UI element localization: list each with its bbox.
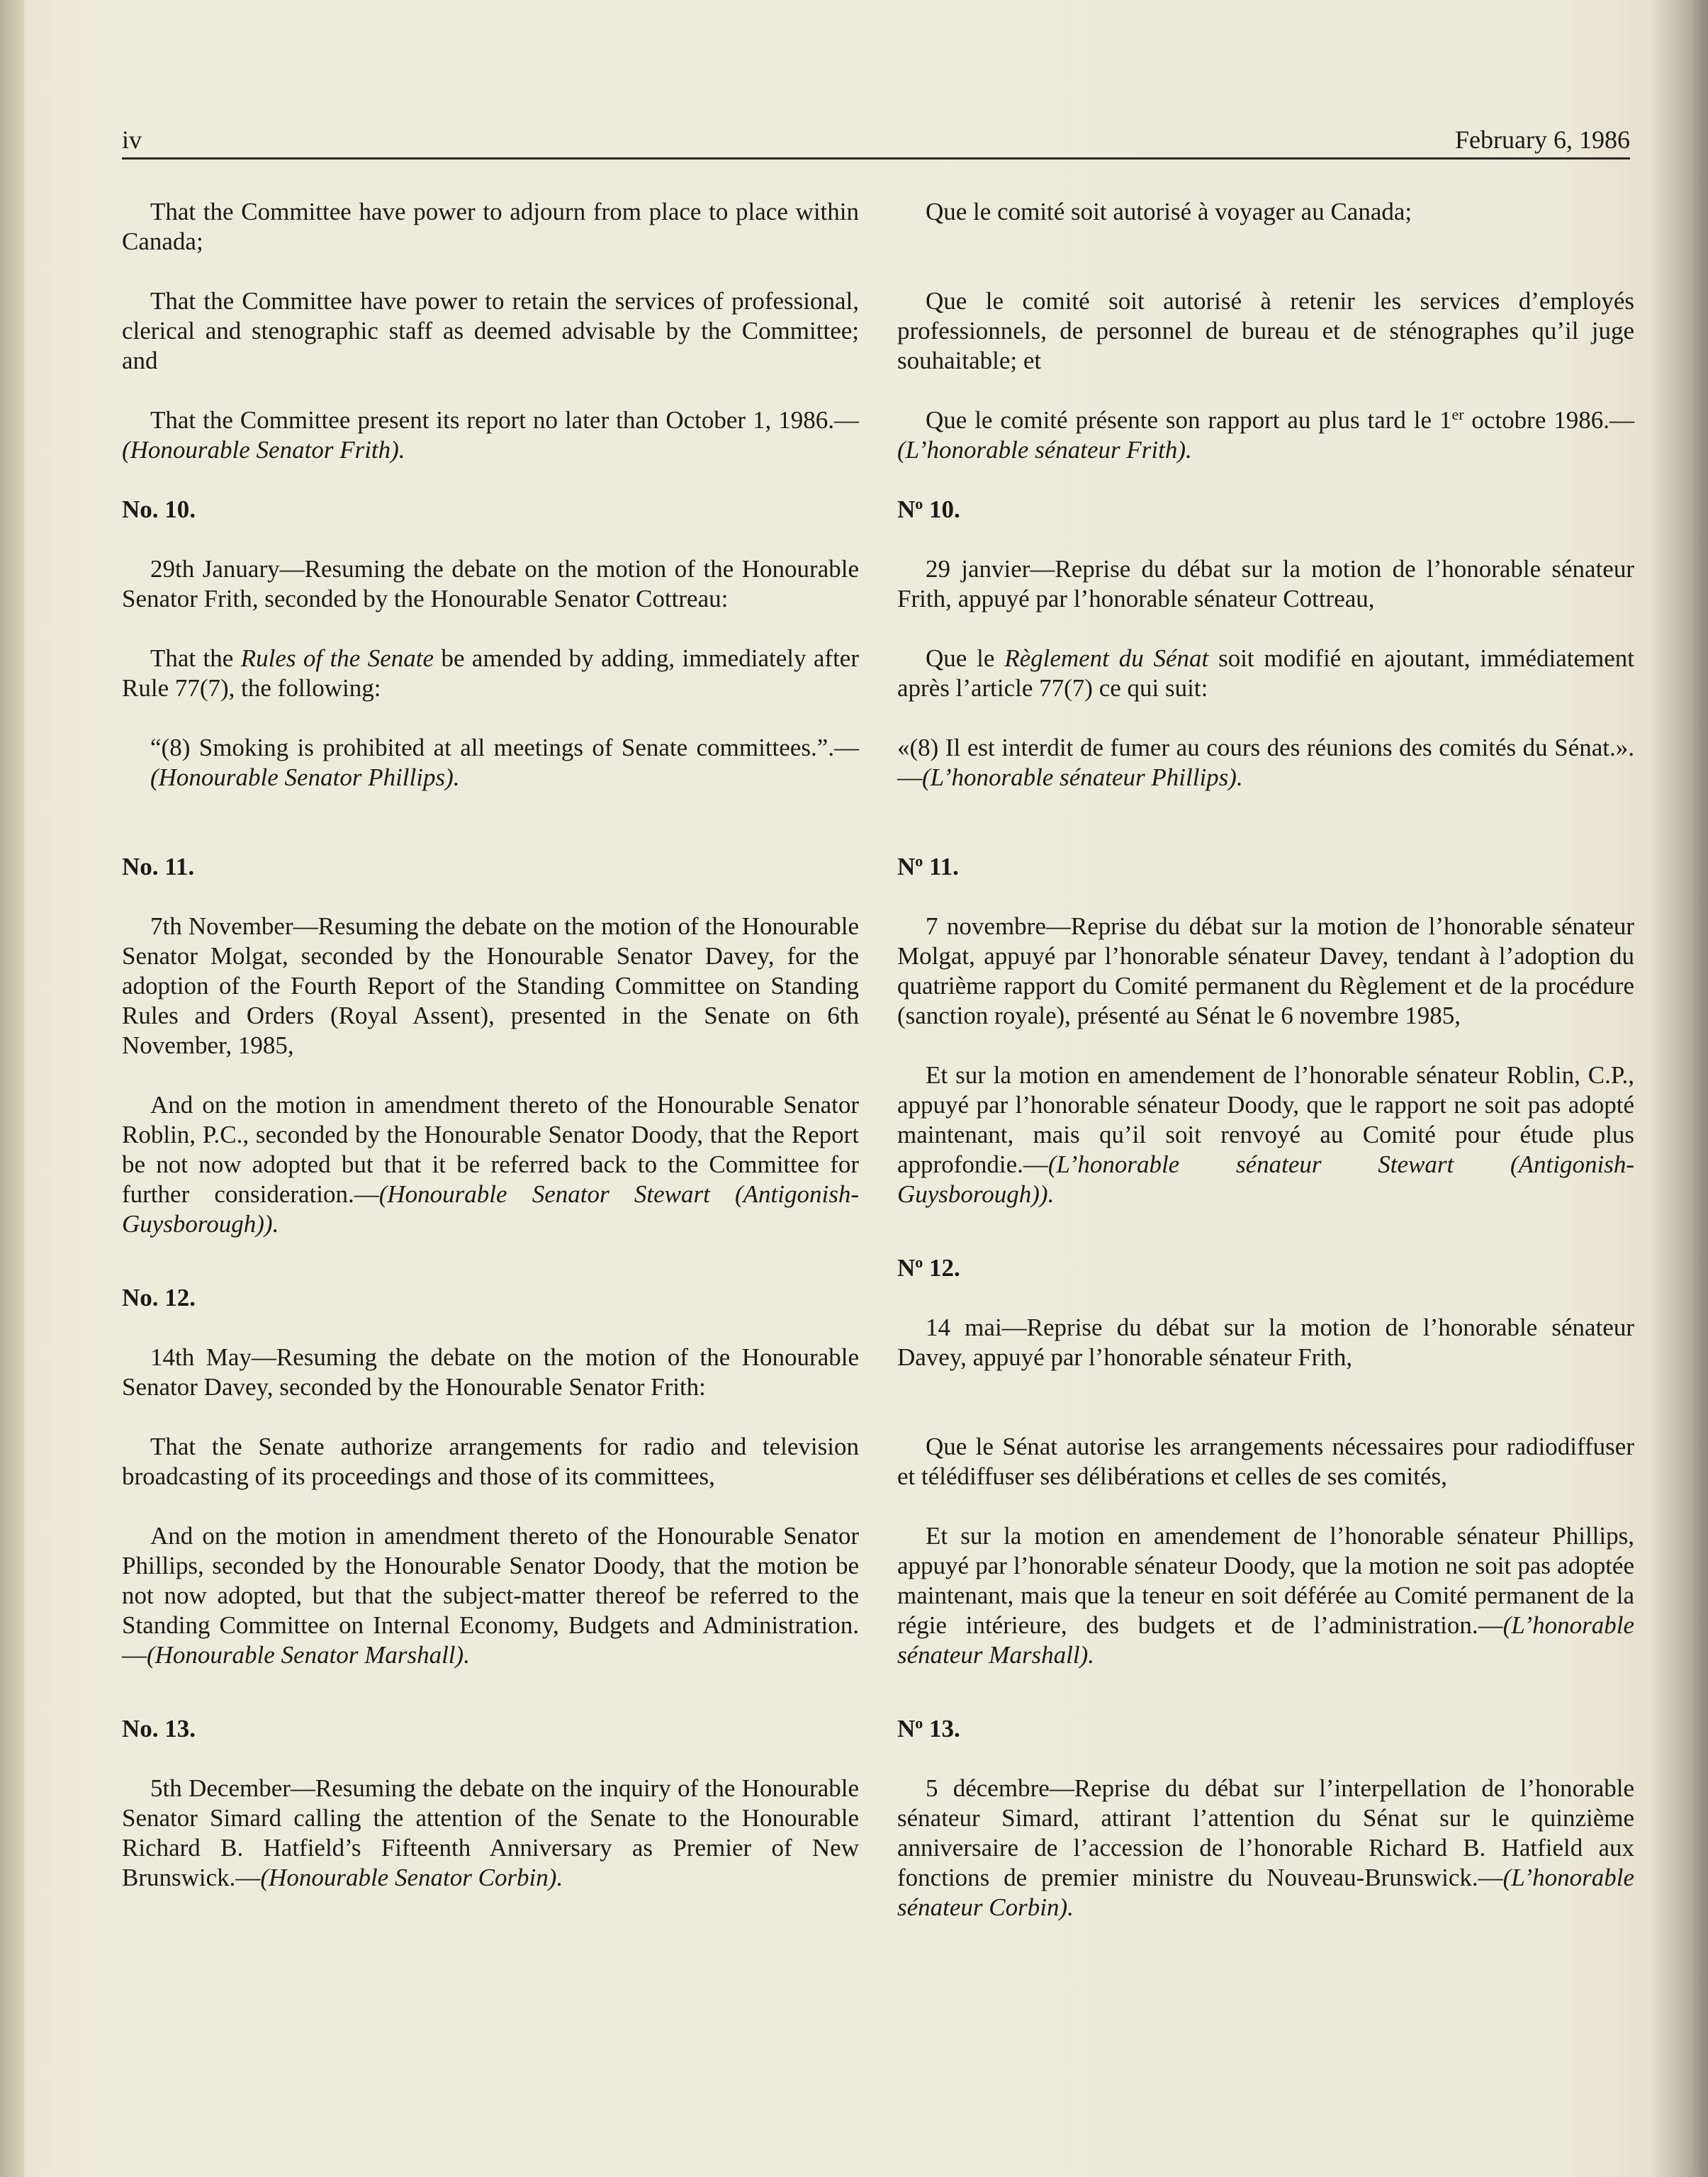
heading-sup: o [915,495,923,513]
comite-rapport-paragraph [897,405,1634,465]
motion-text-b: be amended by adding, immediately after Rule 77(7), the following: [122,644,859,702]
item-heading-13-fr [897,1714,1634,1744]
item-11-amendement [897,1060,1634,1209]
heading-sup: o [915,1253,923,1271]
page-number: iv [122,125,142,154]
comite-voyage-paragraph: Que le comité soit autorisé à voyager au Canada; [926,198,1412,225]
reglement-title: Règlement du Sénat [1004,644,1209,672]
english-column [122,197,859,1923]
item-12-amendement [897,1521,1634,1670]
item-heading-12-fr [897,1253,1634,1283]
amendement-text: Et sur la motion en amendement de l’honorable sénateur Roblin, C.P., appuyé par l’honorable sénateur Doody, que le rapport ne soit pas adopté maintenant, mais qu’il soit renvoyé au Comité pour étude plus approfondie.— [897,1061,1634,1178]
item-heading-11-fr [897,852,1634,882]
ordinal-superscript: er [1451,405,1464,423]
item-10-debat: 29 janvier—Reprise du débat sur la motion de l’honorable sénateur Frith, appuyé par l’honorable sénateur Cottreau, [897,555,1634,612]
heading-n: N [897,496,916,523]
item-13-debate [122,1774,859,1893]
item-heading-13: No. 13. [122,1715,196,1742]
item-10-motion [122,644,859,703]
rule-credit: (Honourable Senator Phillips). [150,763,460,791]
rapport-text-a: Que le comité présente son rapport au plus tard le 1 [926,406,1452,434]
heading-num: 10. [923,496,960,523]
french-column [897,197,1634,1952]
heading-n: N [897,1715,916,1742]
inquiry-text: 5th December—Resuming the debate on the inquiry of the Honourable Senator Simard calling the attention of the Senate to the Honourable Richard B. Hatfield’s Fifteenth Anniversary as Premier of New Brunswick.— [122,1774,859,1891]
comite-personnel-paragraph: Que le comité soit autorisé à retenir les services d’employés professionnels, de personnel de bureau et de sténographes qu’il juge souhaitable; et [897,287,1634,374]
rapport-credit: (L’honorable sénateur Frith). [897,436,1192,464]
item-heading-10: No. 10. [122,496,196,523]
heading-n: N [897,853,916,880]
item-13-debat [897,1774,1634,1923]
inquiry-credit: (Honourable Senator Corbin). [260,1864,563,1891]
item-11-debat: 7 novembre—Reprise du débat sur la motion de l’honorable sénateur Molgat, appuyé par l’honorable sénateur Davey, tendant à l’adoption du quatrième rapport du Comité permanent du Règlement et de la procédure (sanction royale), présenté au Sénat le 6 novembre 1985, [897,912,1634,1029]
item-heading-12: No. 12. [122,1284,196,1311]
committee-staff-paragraph: That the Committee have power to retain the services of professional, clerical and stenographic staff as deemed advisable by the Committee; and [122,287,859,374]
rule-text: “(8) Smoking is prohibited at all meetings of Senate committees.”.— [150,734,859,761]
heading-num: 12. [923,1254,960,1282]
amendement-text: Et sur la motion en amendement de l’honorable sénateur Phillips, appuyé par l’honorable sénateur Doody, que la motion ne soit pas adoptée maintenant, mais que la teneur en soit déférée au Comité permanent de la régie intérieure, des budgets et de l’administration.— [897,1522,1634,1639]
amendment-text: And on the motion in amendment thereto of the Honourable Senator Phillips, seconded by the Honourable Senator Doody, that the motion be not now adopted, but that the subject-matter thereof be referred to the Standing Committee on Internal Economy, Budgets and Administration.— [122,1522,859,1669]
committee-travel-paragraph: That the Committee have power to adjourn from place to place within Canada; [122,198,859,255]
item-11-amendment [122,1090,859,1239]
motion-text-a: That the [150,644,241,672]
item-10-article-text [897,733,1634,793]
report-text: That the Committee present its report no later than October 1, 1986.— [150,406,859,434]
interpellation-text: 5 décembre—Reprise du débat sur l’interpellation de l’honorable sénateur Simard, attirant l’attention du Sénat sur le quinzième anniversaire de l’accession de l’honorable Richard B. Hatfield aux fonctions de premier ministre du Nouveau-Brunswick.— [897,1774,1634,1891]
page-header [122,122,1630,160]
page-binding-shadow [0,0,24,2177]
heading-sup: o [915,852,923,870]
item-10-rule-text [122,733,859,793]
heading-num: 11. [923,853,959,880]
item-12-motion-fr: Que le Sénat autorise les arrangements nécessaires pour radiodiffuser et télédiffuser ses délibérations et celles de ses comités, [897,1433,1634,1490]
amendment-text: And on the motion in amendment thereto of the Honourable Senator Roblin, P.C., seconded by the Honourable Senator Doody, that the Report be not now adopted but that it be referred back to the Committee for further consideration.— [122,1091,859,1208]
committee-report-paragraph [122,405,859,465]
item-10-debate: 29th January—Resuming the debate on the motion of the Honourable Senator Frith, seconded by the Honourable Senator Cottreau: [122,555,859,612]
item-10-motion-fr [897,644,1634,703]
report-credit: (Honourable Senator Frith). [122,436,405,464]
item-heading-11: No. 11. [122,853,195,880]
article-text: «(8) Il est interdit de fumer au cours des réunions des comités du Sénat.».— [897,734,1634,791]
heading-n: N [897,1254,916,1282]
motion-text-a: Que le [926,644,1005,672]
heading-num: 13. [923,1715,960,1742]
rapport-text-b: octobre 1986.— [1463,406,1634,434]
item-12-debat: 14 mai—Reprise du débat sur la motion de l’honorable sénateur Davey, appuyé par l’honorable sénateur Frith, [897,1314,1634,1371]
article-credit: (L’honorable sénateur Phillips). [922,763,1243,791]
item-12-debate: 14th May—Resuming the debate on the motion of the Honourable Senator Davey, seconded by the Honourable Senator Frith: [122,1343,859,1401]
amendement-credit: (L’honorable sénateur Stewart (Antigonish-Guysborough)). [897,1151,1634,1208]
item-12-motion: That the Senate authorize arrangements for radio and television broadcasting of its proceedings and those of its committees, [122,1433,859,1490]
item-11-debate: 7th November—Resuming the debate on the motion of the Honourable Senator Molgat, seconded by the Honourable Senator Davey, for the adoption of the Fourth Report of the Standing Committee on Standing Rules and Orders (Royal Assent), presented in the Senate on 6th November, 1985, [122,912,859,1059]
heading-sup: o [915,1714,923,1732]
item-heading-10-fr [897,495,1634,525]
interpellation-credit: (L’honorable sénateur Corbin). [897,1864,1634,1921]
motion-text-b: soit modifié en ajoutant, immédiatement après l’article 77(7) ce qui suit: [897,644,1634,702]
amendement-credit: (L’honorable sénateur Marshall). [897,1611,1634,1669]
item-12-amendment [122,1521,859,1670]
page-date: February 6, 1986 [1455,125,1630,154]
rules-title: Rules of the Senate [240,644,434,672]
amendment-credit: (Honourable Senator Stewart (Antigonish-Guysborough)). [122,1180,860,1238]
amendment-credit: (Honourable Senator Marshall). [147,1641,470,1669]
